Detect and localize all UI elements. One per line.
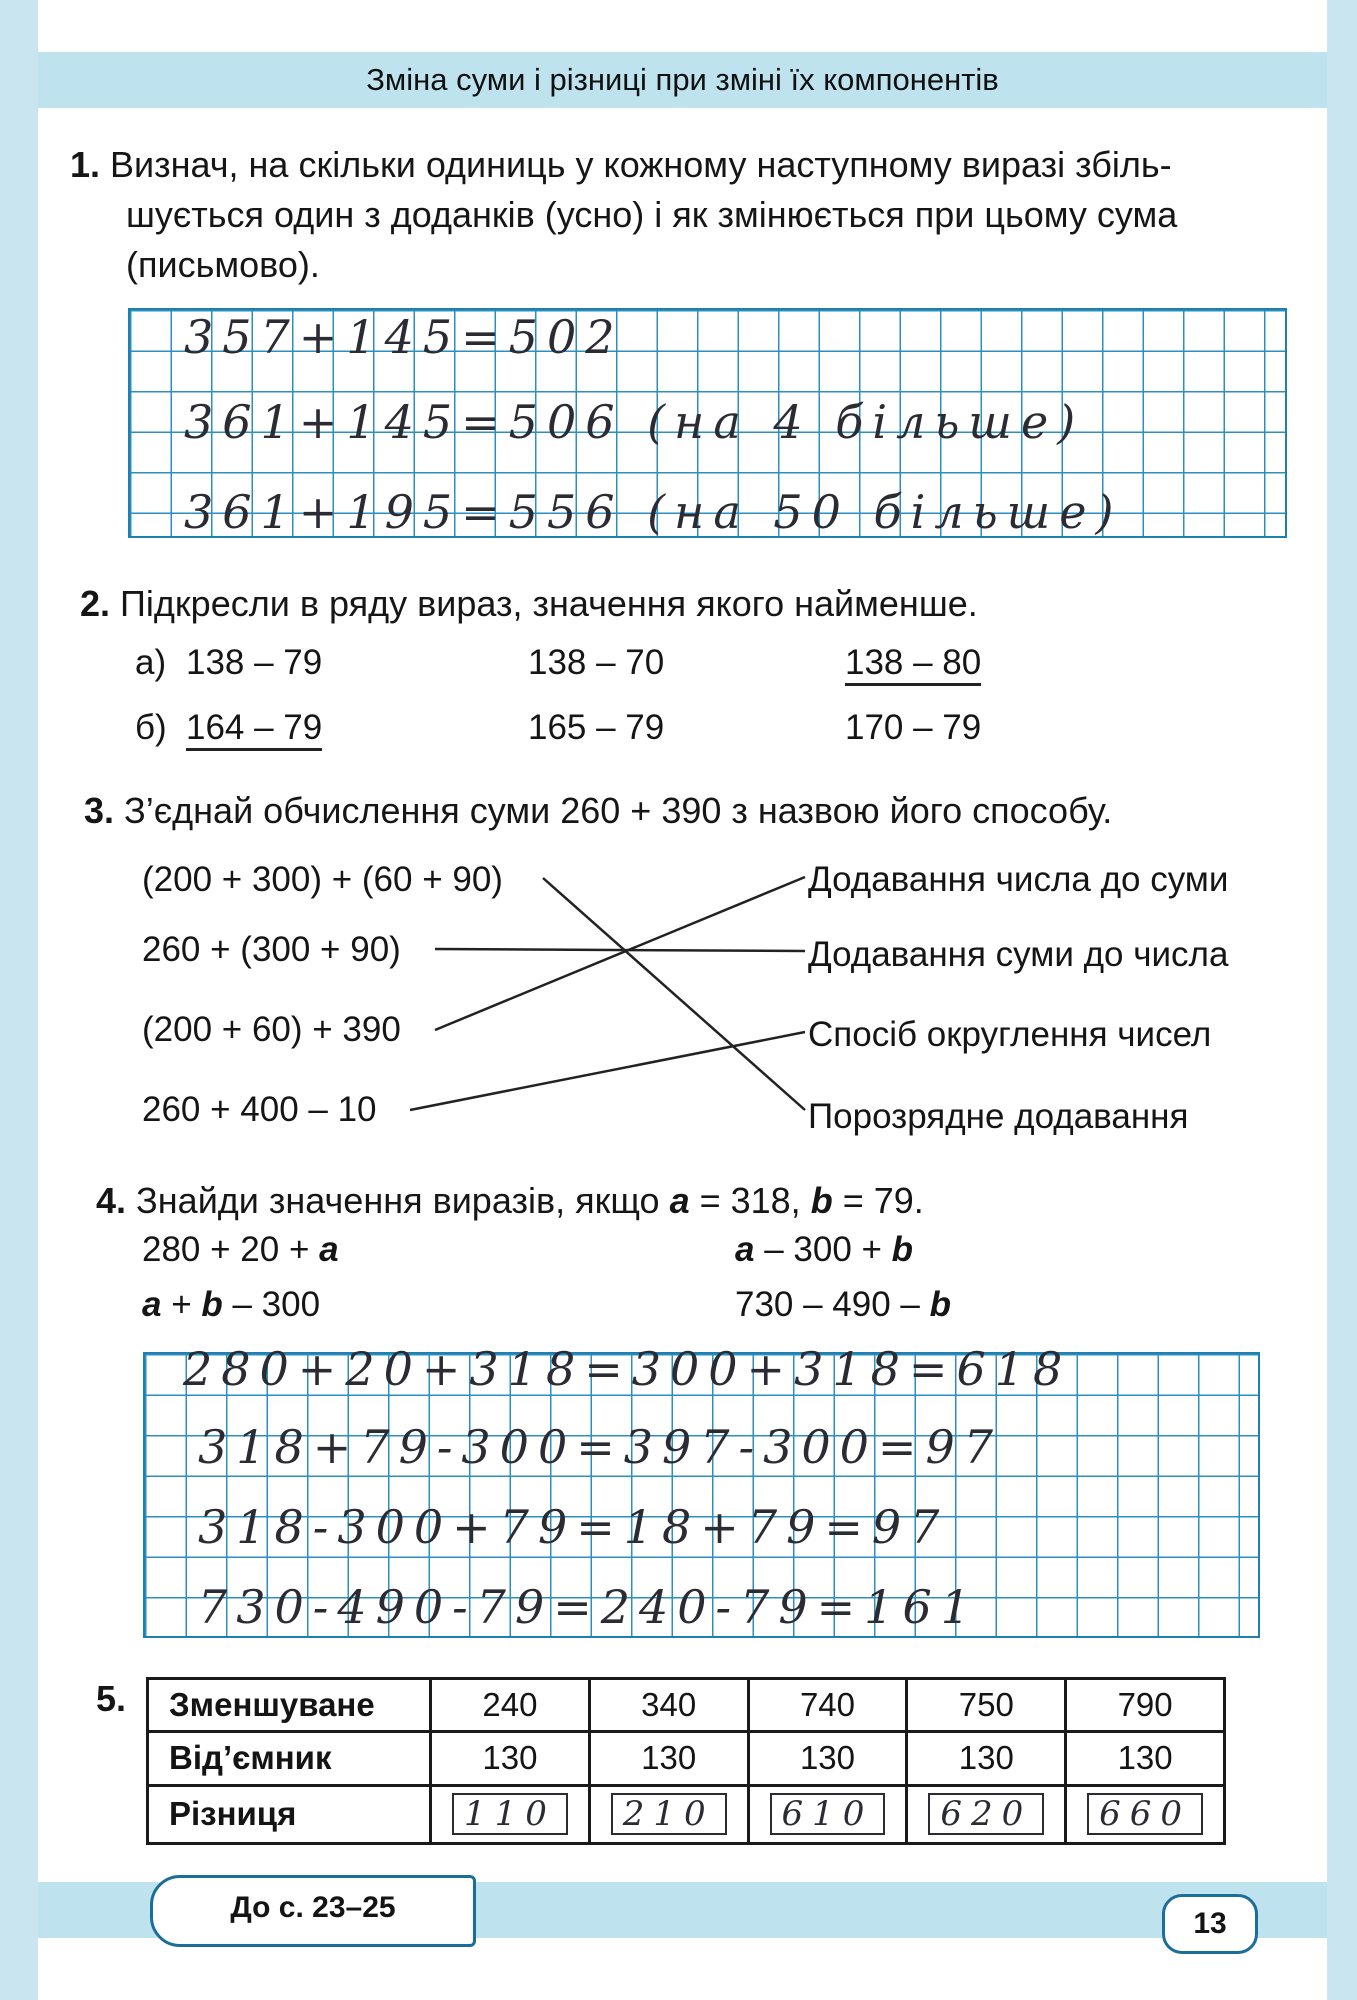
task4-var-b: b (810, 1180, 833, 1221)
task3-left-3: (200 + 60) + 390 (142, 1010, 401, 1049)
task4-text (96, 1180, 924, 1222)
task1-line2: шується один з доданків (усно) і як змінюється при цьому сума (126, 194, 1178, 235)
task2-a-expr-1: 138 – 79 (186, 643, 323, 682)
difference-cell (1066, 1785, 1225, 1843)
task3-left-1: (200 + 300) + (60 + 90) (142, 860, 503, 899)
minuend-cell: 340 (589, 1679, 748, 1732)
line-left2-to-right2 (435, 949, 805, 951)
task4-b-value: = 79. (832, 1180, 924, 1221)
task2-b-expr-3: 170 – 79 (845, 708, 982, 747)
task4-answer-2: 318+79-300=397-300=97 (198, 1420, 1002, 1474)
task2-b-expr-1: 164 – 79 (186, 708, 322, 751)
task2-row-a-label: а) (135, 643, 167, 682)
row-label-subtrahend: Від’ємник (148, 1732, 431, 1785)
task4-answer-3: 318-300+79=18+79=97 (198, 1500, 949, 1554)
row-label-minuend: Зменшуване (148, 1679, 431, 1732)
subtrahend-cell: 130 (1066, 1732, 1225, 1785)
page-number: 13 (1162, 1894, 1258, 1954)
task3-right-4: Порозрядне додавання (808, 1097, 1189, 1136)
subtrahend-cell: 130 (748, 1732, 907, 1785)
task4-answer-1: 280+20+318=300+318=618 (183, 1342, 1072, 1396)
task2-a-expr-2: 138 – 70 (528, 643, 665, 682)
difference-cell (431, 1785, 590, 1843)
difference-cell (907, 1785, 1066, 1843)
task4-instruction-prefix: Знайди значення виразів, якщо (136, 1180, 670, 1221)
subtrahend-cell: 130 (589, 1732, 748, 1785)
task2-a-expr-3: 138 – 80 (845, 643, 981, 686)
table-row-subtrahend (148, 1732, 1225, 1785)
task1-line3: (письмово). (126, 244, 320, 285)
subtrahend-cell: 130 (431, 1732, 590, 1785)
task4-answer-4: 730-490-79=240-79=161 (198, 1580, 979, 1634)
difference-value: 660 (1087, 1793, 1203, 1835)
task4-expr-1: 280 + 20 + a (142, 1230, 339, 1269)
task2-row-b-label: б) (135, 708, 167, 747)
line-left3-to-right1 (435, 877, 805, 1030)
task3-number: 3. (84, 790, 115, 831)
minuend-cell: 240 (431, 1679, 590, 1732)
subtrahend-cell: 130 (907, 1732, 1066, 1785)
task3-right-2: Додавання суми до числа (808, 935, 1229, 974)
difference-value: 620 (928, 1793, 1044, 1835)
task5-number: 5. (96, 1678, 127, 1719)
task3-instruction: З’єднай обчислення суми 260 + 390 з назвою його способу. (124, 790, 1113, 831)
task4-expr-3: a + b – 300 (142, 1285, 321, 1324)
task2-number: 2. (80, 583, 111, 624)
difference-cell (748, 1785, 907, 1843)
difference-value: 110 (452, 1793, 568, 1835)
task5-number-wrap (96, 1678, 126, 1720)
task4-expr-2: a – 300 + b (735, 1230, 914, 1269)
minuend-cell: 750 (907, 1679, 1066, 1732)
task5-table (146, 1677, 1226, 1845)
table-row-difference (148, 1785, 1225, 1843)
difference-value: 210 (611, 1793, 727, 1835)
task1-line1: Визнач, на скільки одиниць у кожному наступному виразі збіль- (110, 144, 1172, 185)
task4-number: 4. (96, 1180, 127, 1221)
task2-b-expr-2: 165 – 79 (528, 708, 665, 747)
task3-right-1: Додавання числа до суми (808, 860, 1229, 899)
task3-left-2: 260 + (300 + 90) (142, 930, 401, 969)
task3-left-4: 260 + 400 – 10 (142, 1090, 377, 1129)
page-title: Зміна суми і різниці при зміні їх компонентів (38, 52, 1327, 108)
difference-value: 610 (770, 1793, 886, 1835)
table-row-minuend (148, 1679, 1225, 1732)
row-label-difference: Різниця (148, 1785, 431, 1843)
difference-cell (589, 1785, 748, 1843)
minuend-cell: 740 (748, 1679, 907, 1732)
task4-expr-4: 730 – 490 – b (735, 1285, 952, 1324)
minuend-cell: 790 (1066, 1679, 1225, 1732)
task1-answer-2: 361+145=506 (на 4 більше) (184, 395, 1085, 449)
line-left4-to-right3 (410, 1032, 805, 1110)
footer-page-reference: До с. 23–25 (150, 1875, 476, 1947)
task2-instruction: Підкресли в ряду вираз, значення якого найменше. (120, 583, 978, 624)
task1-answer-1: 357+145=502 (184, 310, 624, 364)
task1-answer-3: 361+195=556 (на 50 більше) (184, 485, 1123, 539)
task4-var-a: a (669, 1180, 690, 1221)
task4-a-value: = 318, (689, 1180, 811, 1221)
task3-right-3: Спосіб округлення чисел (808, 1015, 1212, 1054)
task1-number: 1. (70, 144, 101, 185)
